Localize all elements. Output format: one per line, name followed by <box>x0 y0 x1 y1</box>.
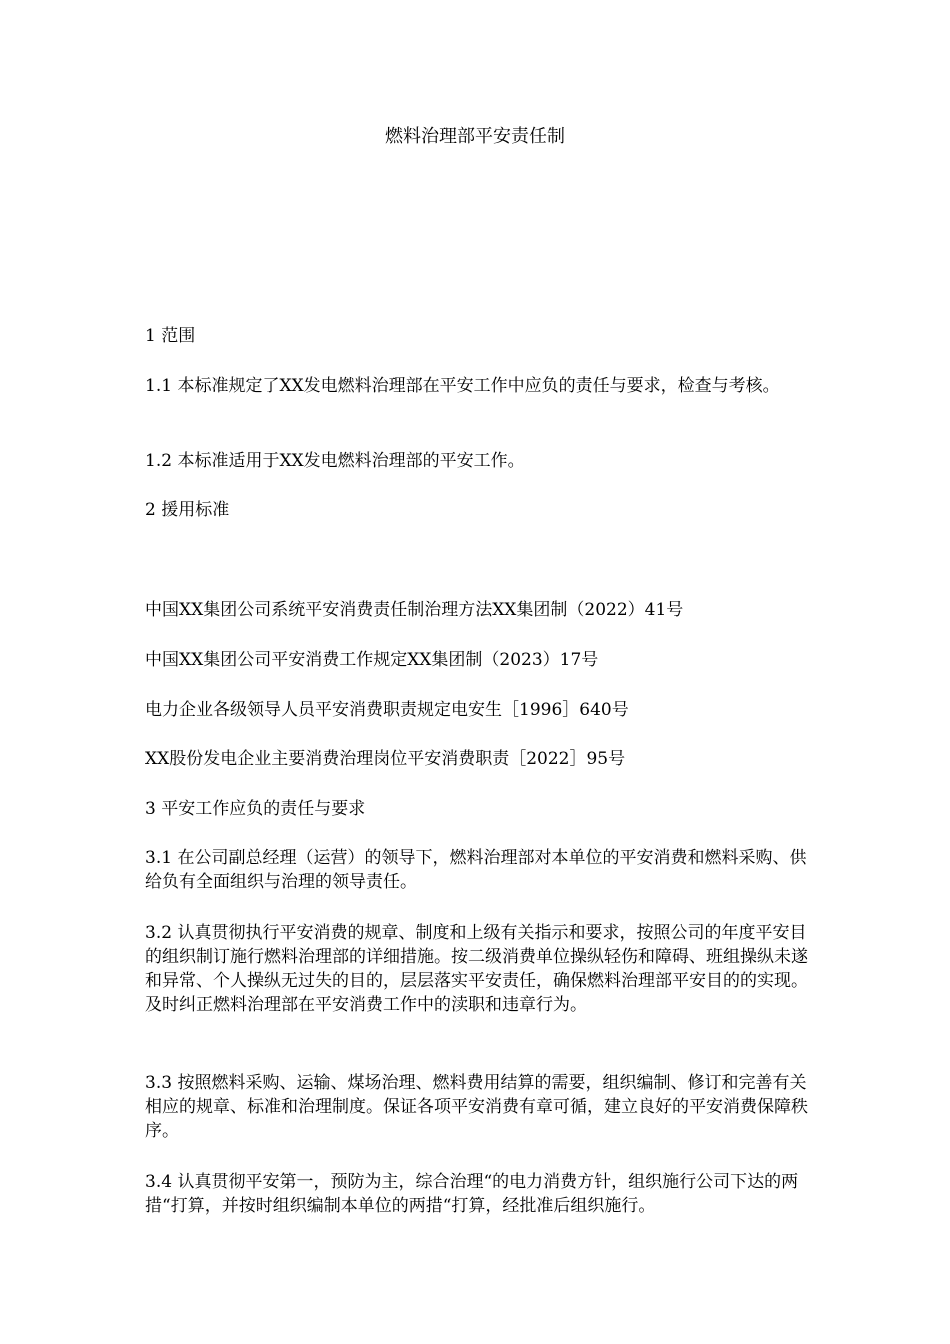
paragraph-1-2: 1.2 本标准适用于XX发电燃料治理部的平安工作。 <box>145 451 525 471</box>
reference-item: 中国XX集团公司平安消费工作规定XX集团制（2023）17号 <box>145 650 599 670</box>
reference-item: 中国XX集团公司系统平安消费责任制治理方法XX集团制（2022）41号 <box>145 600 684 620</box>
reference-item: XX股份发电企业主要消费治理岗位平安消费职责［2022］95号 <box>145 749 626 769</box>
paragraph-3-2: 3.2 认真贯彻执行平安消费的规章、制度和上级有关指示和要求，按照公司的年度平安目的组织制订施行燃料治理部的详细措施。按二级消费单位操纵轻伤和障碍、班组操纵未遂和异常、个人操纵无过失的目的，层层落实平安责任，确保燃料治理部平安目的的实现。及时纠正燃料治理部在平安消费工作中的渎职和违章行为。 <box>145 923 808 1015</box>
paragraph-3-1: 3.1 在公司副总经理（运营）的领导下，燃料治理部对本单位的平安消费和燃料采购、供给负有全面组织与治理的领导责任。 <box>145 848 807 892</box>
paragraph-1-1: 1.1 本标准规定了XX发电燃料治理部在平安工作中应负的责任与要求，检查与考核。 <box>145 376 780 396</box>
reference-item: 电力企业各级领导人员平安消费职责规定电安生［1996］640号 <box>145 700 629 720</box>
section-heading-references: 2 援用标准 <box>145 500 230 520</box>
paragraph-3-3: 3.3 按照燃料采购、运输、煤场治理、燃料费用结算的需要，组织编制、修订和完善有关相应的规章、标准和治理制度。保证各项平安消费有章可循，建立良好的平安消费保障秩序。 <box>145 1073 808 1141</box>
section-heading-scope: 1 范围 <box>145 326 196 346</box>
page-title: 燃料治理部平安责任制 <box>385 126 565 147</box>
section-heading-responsibilities: 3 平安工作应负的责任与要求 <box>145 799 366 819</box>
paragraph-3-4: 3.4 认真贯彻平安第一，预防为主，综合治理“的电力消费方针，组织施行公司下达的两措“打算，并按时组织编制本单位的两措“打算，经批准后组织施行。 <box>145 1172 799 1216</box>
